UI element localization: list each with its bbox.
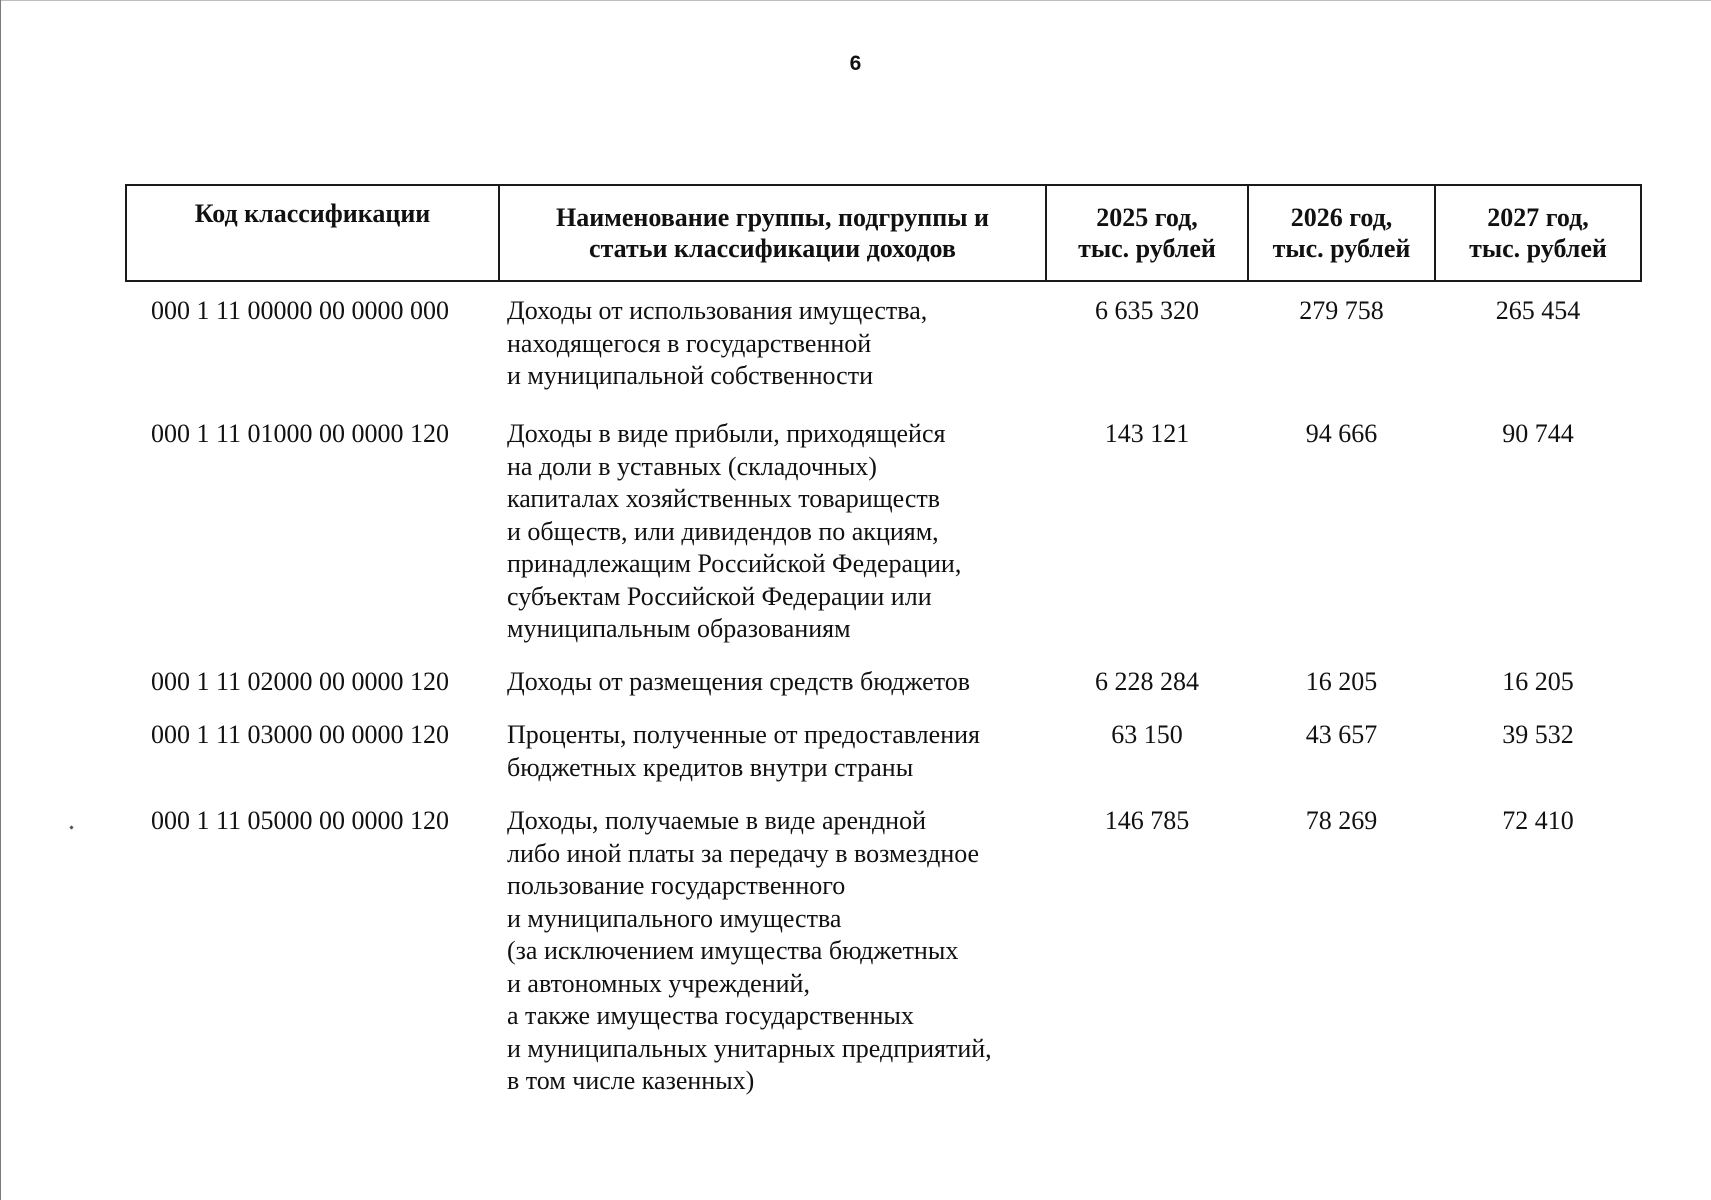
row-name-line: пользование государственного xyxy=(507,871,846,900)
header-row xyxy=(126,185,1641,281)
row-value-2027: 16 205 xyxy=(1502,667,1574,696)
row-name-line: и обществ, или дивидендов по акциям, xyxy=(507,516,939,546)
row-value-2025: 143 121 xyxy=(1104,419,1190,448)
row-name-line: и муниципальной собственности xyxy=(507,361,873,390)
header-2026-line2: тыс. рублей xyxy=(1272,234,1411,263)
table-row xyxy=(126,649,1641,702)
revenue-table xyxy=(125,184,1642,1098)
row-name-line: на доли в уставных (складочных) xyxy=(507,451,877,481)
row-code: 000 1 11 00000 00 0000 000 xyxy=(151,296,450,325)
row-name xyxy=(499,281,1046,401)
header-2026 xyxy=(1248,185,1435,281)
row-value-2026: 78 269 xyxy=(1305,806,1378,835)
row-name-line: а также имущества государственных xyxy=(507,1001,914,1030)
header-code xyxy=(126,185,499,281)
header-2025 xyxy=(1046,185,1248,281)
row-value-2026: 279 758 xyxy=(1299,296,1384,325)
scan-speck xyxy=(69,825,73,829)
table-body xyxy=(126,281,1641,1098)
row-value-2027: 72 410 xyxy=(1502,806,1574,835)
row-value-2027: 265 454 xyxy=(1495,296,1581,325)
table-row xyxy=(126,281,1641,401)
row-code: 000 1 11 03000 00 0000 120 xyxy=(151,720,450,749)
row-name xyxy=(499,702,1046,788)
row-value-2026: 94 666 xyxy=(1305,419,1378,448)
row-name-line: и автономных учреждений, xyxy=(507,968,810,998)
row-value-2025: 146 785 xyxy=(1104,806,1190,835)
row-name-line: муниципальным образованиям xyxy=(507,614,851,643)
header-name-line1: Наименование группы, подгруппы и xyxy=(555,203,990,232)
header-2027-line1: 2027 год, xyxy=(1487,203,1589,232)
header-2025-line2: тыс. рублей xyxy=(1078,234,1216,263)
scan-edge-top xyxy=(0,0,1711,4)
row-name-line: бюджетных кредитов внутри страны xyxy=(507,752,914,782)
row-value-2025: 6 635 320 xyxy=(1095,296,1199,325)
row-name xyxy=(499,788,1046,1098)
header-name-line2: статьи классификации доходов xyxy=(589,234,956,263)
row-code: 000 1 11 02000 00 0000 120 xyxy=(151,667,450,696)
row-name-line: и муниципального имущества xyxy=(507,903,842,933)
header-2027 xyxy=(1435,185,1641,281)
header-2025-line1: 2025 год, xyxy=(1096,203,1198,232)
row-value-2025: 6 228 284 xyxy=(1095,667,1199,696)
row-name-line: Доходы в виде прибыли, приходящейся xyxy=(507,419,946,448)
row-name-line: и муниципальных унитарных предприятий, xyxy=(507,1033,992,1063)
header-2027-line2: тыс. рублей xyxy=(1469,234,1607,263)
table-header xyxy=(126,185,1641,281)
row-value-2025: 63 150 xyxy=(1111,720,1183,749)
row-name xyxy=(499,649,1046,702)
row-name-line: принадлежащим Российской Федерации, xyxy=(507,549,962,578)
header-2026-line1: 2026 год, xyxy=(1290,203,1393,232)
row-name-line: Проценты, полученные от предоставления xyxy=(507,720,980,749)
header-name xyxy=(499,185,1046,281)
row-name-line: в том числе казенных) xyxy=(507,1066,755,1095)
row-value-2026: 43 657 xyxy=(1305,720,1378,749)
row-name-line: (за исключением имущества бюджетных xyxy=(507,936,959,965)
row-name-line: Доходы, получаемые в виде арендной xyxy=(507,806,926,835)
row-code: 000 1 11 01000 00 0000 120 xyxy=(151,419,450,448)
row-value-2026: 16 205 xyxy=(1305,667,1378,696)
row-name-line: капиталах хозяйственных товариществ xyxy=(507,484,941,513)
page-number: 6 xyxy=(849,52,862,75)
row-name-line: либо иной платы за передачу в возмездное xyxy=(507,838,980,868)
row-code: 000 1 11 05000 00 0000 120 xyxy=(151,806,450,835)
table-row xyxy=(126,401,1641,649)
row-value-2027: 90 744 xyxy=(1502,419,1574,448)
row-name-line: находящегося в государственной xyxy=(507,328,872,358)
header-code-label: Код классификации xyxy=(194,199,431,228)
table-row xyxy=(126,702,1641,788)
row-name-line: субъектам Российской Федерации или xyxy=(507,581,932,611)
row-value-2027: 39 532 xyxy=(1502,720,1574,749)
row-name-line: Доходы от размещения средств бюджетов xyxy=(507,667,971,696)
scan-edge-left xyxy=(0,0,3,1200)
row-name xyxy=(499,401,1046,649)
table-row xyxy=(126,788,1641,1098)
row-name-line: Доходы от использования имущества, xyxy=(507,296,928,325)
